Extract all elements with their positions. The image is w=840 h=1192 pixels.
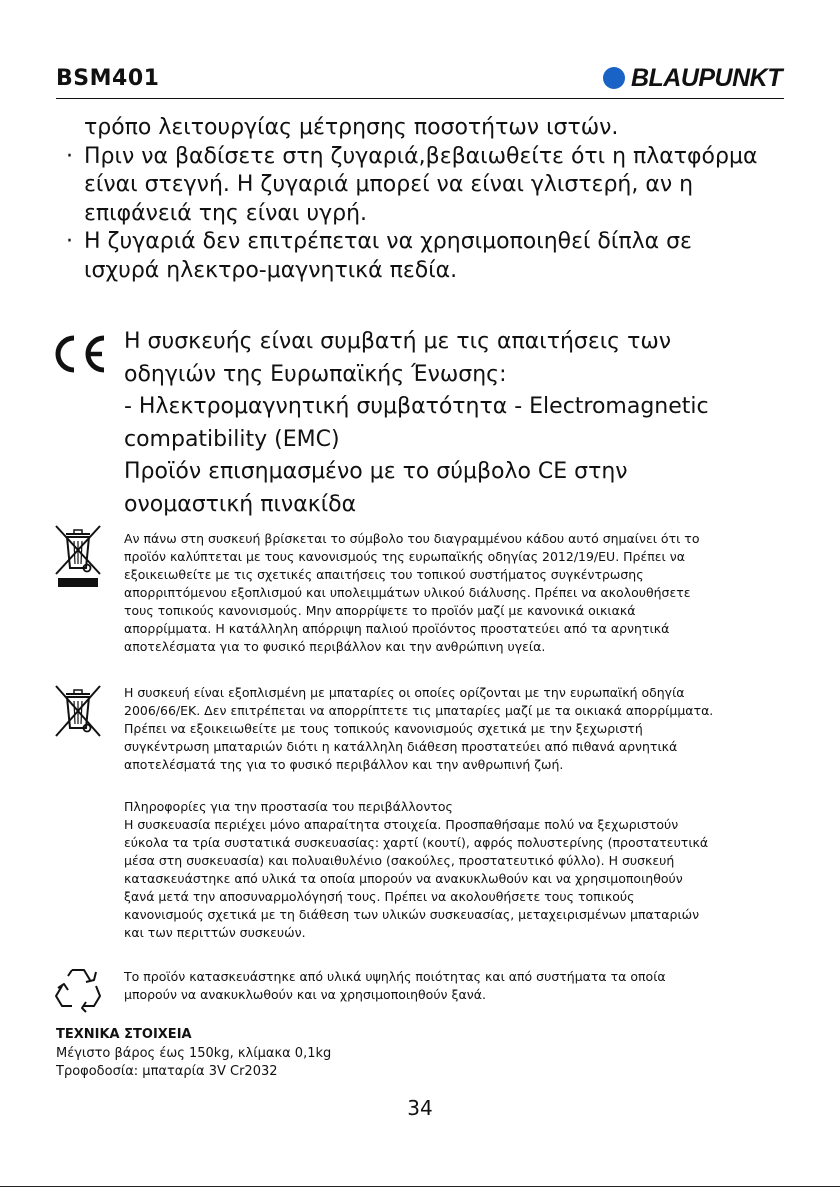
bullet-line: επιφάνειά της είναι υγρή. bbox=[84, 200, 368, 226]
ce-line: - Ηλεκτρομαγνητική συμβατότητα - Electromagnetic bbox=[124, 394, 709, 419]
battery-notice bbox=[124, 684, 792, 774]
packaging-line: εύκολα τα τρία συστατικά συσκευασίας: χαρτί (κουτί), αφρός πολυστερίνης (προστατευτικά bbox=[124, 835, 709, 850]
page-number: 34 bbox=[407, 1096, 433, 1120]
ce-mark-icon bbox=[50, 334, 108, 374]
bullet-marker: · bbox=[66, 229, 73, 254]
intro-section bbox=[66, 114, 757, 285]
recycle-icon bbox=[52, 964, 104, 1014]
recycle-line: μπορούν να ανακυκλωθούν και να χρησιμοποιηθούν ξανά. bbox=[124, 987, 486, 1002]
brand-dot-icon bbox=[603, 67, 625, 89]
bullet-item bbox=[66, 143, 757, 229]
battery-line: Η συσκευή είναι εξοπλισμένη με μπαταρίες οι οποίες ορίζονται με την ευρωπαϊκή οδηγία bbox=[124, 685, 685, 700]
weee-line: απορριπτόμενου εξοπλισμού και υπολειμμάτων υλικού διάλυσης. Πρέπει να ακολουθήσετε bbox=[124, 585, 691, 600]
brand-logo bbox=[603, 64, 782, 92]
intro-line: τρόπο λειτουργίας μέτρησης ποσοτήτων ιστών. bbox=[84, 115, 619, 140]
battery-line: Πρέπει να εξοικειωθείτε με τους τοπικούς κανονισμούς σχετικά με την ξεχωριστή bbox=[124, 721, 643, 736]
bullet-line: ισχυρά ηλεκτρο-μαγνητικά πεδία. bbox=[84, 257, 458, 283]
ce-line: compatibility (EMC) bbox=[124, 426, 340, 452]
header-divider bbox=[56, 98, 784, 99]
ce-line: ονομαστική πινακίδα bbox=[124, 491, 357, 517]
recycle-line: Το προϊόν κατασκευάστηκε από υλικά υψηλής ποιότητας και από συστήματα τα οποία bbox=[124, 969, 666, 984]
ce-line: Η συσκευής είναι συμβατή με τις απαιτήσεις των bbox=[124, 329, 672, 354]
recycle-notice bbox=[124, 968, 792, 1004]
ce-line: Προϊόν επισημασμένο με το σύμβολο CE στην bbox=[124, 459, 628, 484]
packaging-line: Πληροφορίες για την προστασία του περιβάλλοντος bbox=[124, 799, 453, 814]
ce-declaration bbox=[124, 326, 709, 521]
spec-line: Τροφοδοσία: μπαταρία 3V Cr2032 bbox=[56, 1064, 278, 1079]
battery-line: αποτελέσματά της για το φυσικό περιβάλλον και την ανθρωπινή ζωή. bbox=[124, 757, 564, 772]
bullet-line: Πριν να βαδίσετε στη ζυγαριά,βεβαιωθείτε ότι η πλατφόρμα bbox=[84, 143, 758, 169]
weee-line: εξοικειωθείτε με τις σχετικές απαιτήσεις του τοπικού συστήματος συγκέντρωσης bbox=[124, 567, 644, 582]
packaging-line: και των περιττών συσκευών. bbox=[124, 925, 306, 940]
crossed-bin-icon bbox=[52, 524, 104, 590]
footer-divider bbox=[0, 1186, 840, 1187]
bullet-line: Η ζυγαριά δεν επιτρέπεται να χρησιμοποιηθεί δίπλα σε bbox=[84, 229, 692, 254]
bullet-item bbox=[66, 228, 757, 285]
packaging-line: κανονισμούς σχετικά με τη διάθεση των υλικών συσκευασίας, μεταχειρισμένων μπαταριών bbox=[124, 907, 700, 922]
weee-notice bbox=[124, 530, 792, 656]
technical-specs bbox=[56, 1026, 331, 1082]
weee-line: προϊόν καλύπτεται με τους κανονισμούς της ευρωπαϊκής οδηγίας 2012/19/EU. Πρέπει να bbox=[124, 549, 685, 564]
packaging-line: ξανά μετά την αποσυναρμολόγησή τους. Πρέπει να ακολουθήσετε τους τοπικούς bbox=[124, 889, 635, 904]
specs-heading: ΤΕΧΝΙΚΑ ΣΤΟΙΧΕΙΑ bbox=[56, 1027, 192, 1042]
packaging-notice bbox=[124, 798, 792, 942]
crossed-bin-battery-icon bbox=[52, 684, 104, 740]
weee-line: απορρίμματα. Η κατάλληλη απόρριψη παλιού προϊόντος προστατεύει από τα αρνητικά bbox=[124, 621, 670, 636]
spec-line: Μέγιστο βάρος έως 150kg, κλίμακα 0,1kg bbox=[56, 1045, 332, 1061]
bullet-line: είναι στεγνή. Η ζυγαριά μπορεί να είναι γλιστερή, αν η bbox=[84, 172, 694, 197]
packaging-line: κατασκευάστηκε από υλικά τα οποία μπορούν να ανακυκλωθούν και να χρησιμοποιηθούν bbox=[124, 871, 683, 886]
weee-line: τους τοπικούς κανονισμούς. Μην απορρίψετε το προϊόν μαζί με κανονικά οικιακά bbox=[124, 603, 636, 618]
battery-line: 2006/66/ΕΚ. Δεν επιτρέπεται να απορρίπτετε τις μπαταρίες μαζί με τα οικιακά απορρίμματα. bbox=[124, 703, 714, 718]
weee-line: Αν πάνω στη συσκευή βρίσκεται το σύμβολο του διαγραμμένου κάδου αυτό σημαίνει ότι το bbox=[124, 531, 700, 546]
brand-name: BLAUPUNKT bbox=[630, 63, 782, 92]
weee-line: αποτελέσματα για το φυσικό περιβάλλον και την ανθρώπινη υγεία. bbox=[124, 639, 546, 654]
packaging-line: Η συσκευασία περιέχει μόνο απαραίτητα στοιχεία. Προσπαθήσαμε πολύ να ξεχωριστούν bbox=[124, 817, 679, 832]
battery-line: συγκέντρωση μπαταριών διότι η κατάλληλη διάθεση προστατεύει από πιθανά αρνητικά bbox=[124, 739, 678, 754]
packaging-line: μέσα στη συσκευασία) και πολυαιθυλένιο (σακούλες, προστατευτικό φύλλο). Η συσκευή bbox=[124, 853, 675, 868]
model-number: BSM401 bbox=[56, 66, 160, 91]
bullet-marker: · bbox=[66, 143, 73, 169]
ce-line: οδηγιών της Ευρωπαϊκής Ένωσης: bbox=[124, 361, 507, 387]
